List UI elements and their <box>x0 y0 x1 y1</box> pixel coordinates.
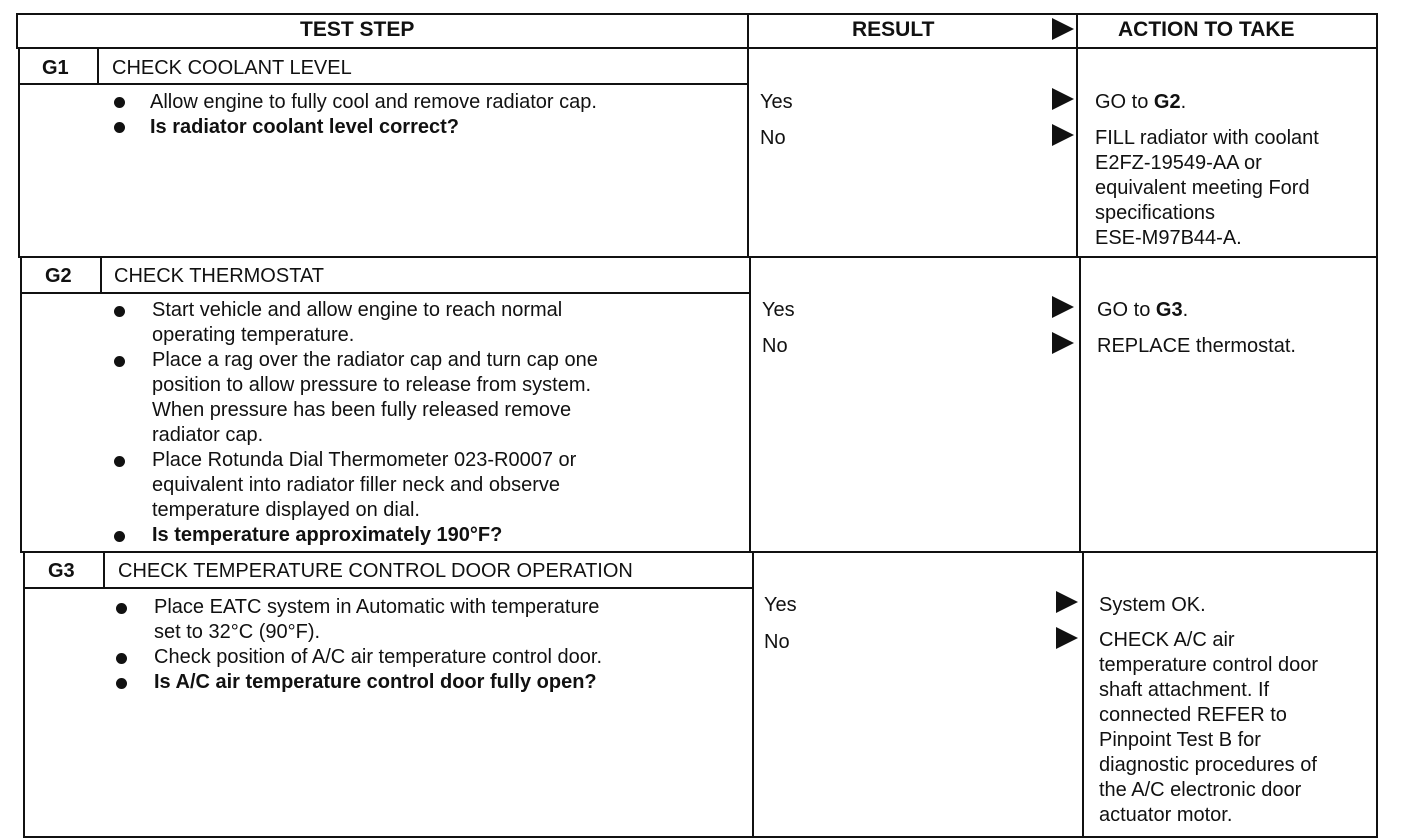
table-right-border <box>1376 13 1378 838</box>
g2-step-id: G2 <box>45 265 72 287</box>
g2-step-3 <box>152 448 576 523</box>
g1-yes-action-post: . <box>1180 91 1187 113</box>
g2-step-2 <box>152 348 598 448</box>
g1-result-no: No <box>760 127 786 149</box>
g3-no-action <box>1099 628 1318 828</box>
g1-step-id: G1 <box>42 57 69 79</box>
header-result: RESULT <box>852 18 935 41</box>
row-divider-g2-g3 <box>20 551 1378 553</box>
g2-step-1-line: Start vehicle and allow engine to reach normal <box>152 299 563 321</box>
bullet-icon <box>114 122 125 133</box>
g2-yes-action <box>1097 298 1188 323</box>
g3-step-title: CHECK TEMPERATURE CONTROL DOOR OPERATION <box>118 560 633 582</box>
g3-step-id: G3 <box>48 560 75 582</box>
g2-id-divider <box>100 258 102 294</box>
column-divider-result <box>749 258 751 553</box>
g3-no-action-line: CHECK A/C air <box>1099 629 1235 651</box>
g3-no-arrow-icon <box>1056 627 1078 649</box>
g1-yes-action <box>1095 90 1186 115</box>
table-bottom-border <box>23 836 1378 838</box>
g1-no-action-line: equivalent meeting Ford <box>1095 177 1310 199</box>
g1-result-yes: Yes <box>760 91 793 113</box>
header-test-step: TEST STEP <box>300 18 415 41</box>
g3-no-action-line: shaft attachment. If <box>1099 679 1270 701</box>
bullet-icon <box>116 603 127 614</box>
g1-id-divider <box>97 49 99 85</box>
table-left-border <box>23 553 25 838</box>
g3-step-2: Check position of A/C air temperature control door. <box>154 646 603 668</box>
bullet-icon <box>114 356 125 367</box>
g3-result-no: No <box>764 631 790 653</box>
g3-no-action-line: temperature control door <box>1099 654 1319 676</box>
bullet-icon <box>116 678 127 689</box>
g3-no-action-line: Pinpoint Test B for <box>1099 729 1261 751</box>
column-divider-result <box>752 553 754 838</box>
g2-step-4: Is temperature approximately 190°F? <box>152 524 503 546</box>
column-divider-result <box>747 13 749 258</box>
header-bottom-border <box>16 47 1378 49</box>
g2-step-3-line: Place Rotunda Dial Thermometer 023-R0007 or <box>152 449 577 471</box>
g1-no-action <box>1095 126 1319 251</box>
g2-yes-action-ref: G3 <box>1155 299 1183 321</box>
column-divider-action <box>1082 553 1084 838</box>
table-left-border <box>20 258 22 553</box>
bullet-icon <box>114 97 125 108</box>
header-action: ACTION TO TAKE <box>1118 18 1295 41</box>
g2-yes-action-pre: GO to <box>1097 299 1156 321</box>
g3-yes-action: System OK. <box>1099 594 1206 616</box>
g2-step-3-line: temperature displayed on dial. <box>152 499 420 521</box>
g3-result-yes: Yes <box>764 594 797 616</box>
g1-yes-arrow-icon <box>1052 88 1074 110</box>
row-divider-g1-g2 <box>18 256 1378 258</box>
g2-result-no: No <box>762 335 788 357</box>
g2-step-3-line: equivalent into radiator filler neck and observe <box>152 474 561 496</box>
g2-step-2-line: Place a rag over the radiator cap and turn cap one <box>152 349 598 371</box>
g3-title-bottom <box>23 587 754 589</box>
g2-yes-action-post: . <box>1182 299 1189 321</box>
g1-no-action-line: E2FZ-19549-AA or <box>1095 152 1262 174</box>
g3-no-action-line: diagnostic procedures of <box>1099 754 1317 776</box>
g1-no-action-line: ESE-M97B44-A. <box>1095 227 1242 249</box>
g2-step-1 <box>152 298 562 348</box>
table-left-border <box>18 49 20 258</box>
table-top-border <box>16 13 1378 15</box>
g3-step-1-line: set to 32°C (90°F). <box>154 621 321 643</box>
g2-step-2-line: When pressure has been fully released remove <box>152 399 572 421</box>
g1-yes-action-ref: G2 <box>1153 91 1181 113</box>
g3-step-1-line: Place EATC system in Automatic with temperature <box>154 596 600 618</box>
column-divider-action <box>1079 258 1081 553</box>
table-left-border <box>16 13 18 49</box>
g2-result-yes: Yes <box>762 299 795 321</box>
g2-yes-arrow-icon <box>1052 296 1074 318</box>
g2-step-title: CHECK THERMOSTAT <box>114 265 325 287</box>
g3-no-action-line: actuator motor. <box>1099 804 1233 826</box>
header-arrow-icon <box>1052 18 1074 40</box>
bullet-icon <box>114 456 125 467</box>
g2-no-arrow-icon <box>1052 332 1074 354</box>
g1-no-action-line: specifications <box>1095 202 1216 224</box>
column-divider-action <box>1076 13 1078 258</box>
g1-title-bottom <box>18 83 749 85</box>
bullet-icon <box>116 653 127 664</box>
bullet-icon <box>114 306 125 317</box>
g2-step-2-line: radiator cap. <box>152 424 264 446</box>
g3-yes-arrow-icon <box>1056 591 1078 613</box>
g1-yes-action-pre: GO to <box>1095 91 1154 113</box>
g3-step-3: Is A/C air temperature control door fully open? <box>154 671 597 693</box>
g1-step-2: Is radiator coolant level correct? <box>150 116 459 138</box>
g2-step-1-line: operating temperature. <box>152 324 355 346</box>
g3-no-action-line: connected REFER to <box>1099 704 1287 726</box>
g2-no-action: REPLACE thermostat. <box>1097 335 1296 357</box>
g3-id-divider <box>103 553 105 589</box>
g1-no-action-line: FILL radiator with coolant <box>1095 127 1319 149</box>
g3-step-1 <box>154 595 599 645</box>
g1-step-1: Allow engine to fully cool and remove radiator cap. <box>150 91 597 113</box>
bullet-icon <box>114 531 125 542</box>
g1-step-title: CHECK COOLANT LEVEL <box>112 57 352 79</box>
g2-step-2-line: position to allow pressure to release from system. <box>152 374 592 396</box>
g2-title-bottom <box>20 292 751 294</box>
g3-no-action-line: the A/C electronic door <box>1099 779 1302 801</box>
g1-no-arrow-icon <box>1052 124 1074 146</box>
